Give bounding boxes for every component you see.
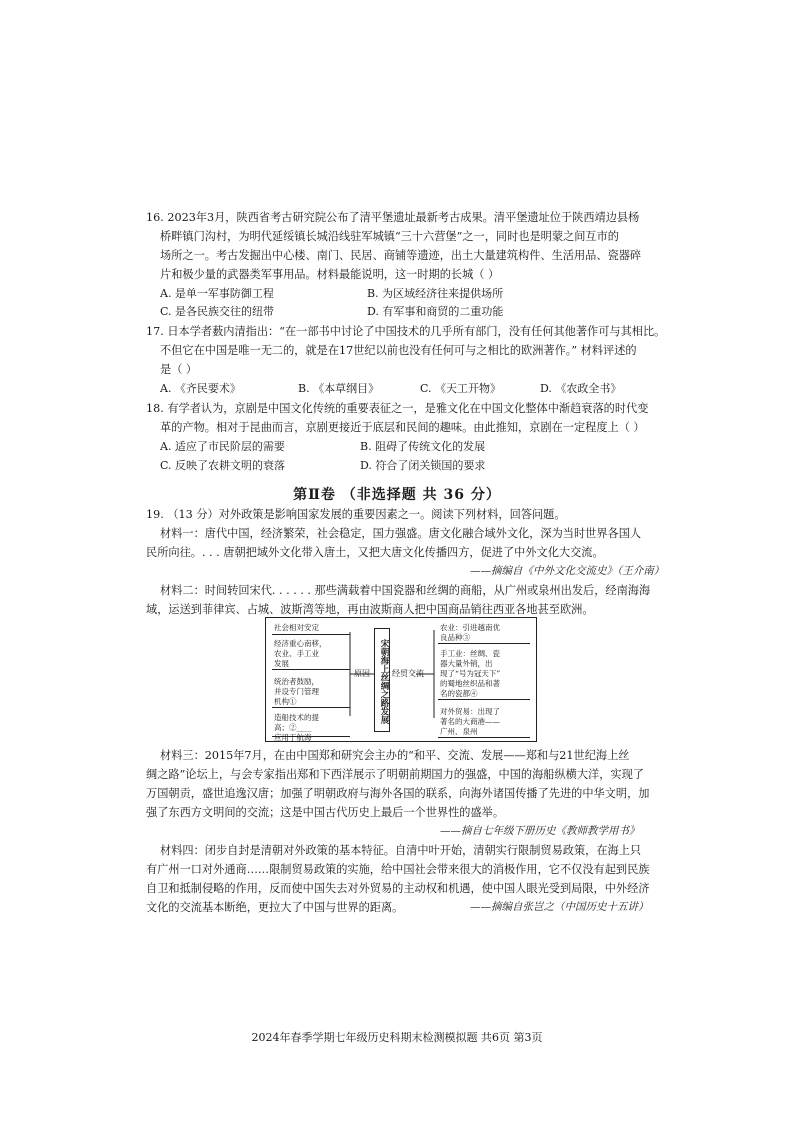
q17-line-2: 不但它在中国是唯一无二的，就是在17世纪以前也没有任何可与之相比的欧洲著作。” 材料评述的 [160, 344, 637, 357]
q19-m4-line-3: 自卫和抵制侵略的作用，反而使中国失去对外贸易的主动权和机遇，使中国人眼光受到局限，中外经济 [146, 882, 650, 895]
silk-road-diagram [265, 617, 537, 742]
q16-line-4: 片和极少量的武器类军事用品。材料最能说明，这一时期的长城（ ） [160, 268, 500, 281]
q17-option-a: A. 《齐民要术》 [160, 382, 241, 395]
q17-option-b: B. 《本草纲目》 [298, 382, 380, 395]
q19-m2-line-2: 域，运送到菲律宾、占城、波斯湾等地，再由波斯商人把中国商品销往西亚各地甚至欧洲。 [146, 603, 594, 616]
q18-option-a: A. 适应了市民阶层的需要 [160, 440, 285, 453]
diagram-left-label: 原因 [354, 669, 370, 678]
q16-option-b: B. 为区域经济往来提供场所 [367, 287, 504, 300]
diagram-right-item-3: 对外贸易：出现了 著名的大商港—— 广州、泉州 [438, 706, 530, 738]
q16-line-3: 场所之一。考古发掘出中心楼、南门、民居、商铺等遗迹，出土大量建筑构件、生活用品、瓷器碎 [160, 249, 642, 262]
q18-option-b: B. 阻碍了传统文化的发展 [360, 440, 486, 453]
q19-m3-line-3: 万国朝贡，盛世追逸汉唐；加强了明朝政府与海外各国的联系，向海外诸国传播了先进的中华文明，加 [146, 787, 650, 800]
q18-line-1: 18. 有学者认为，京剧是中国文化传统的重要表征之一，是雅文化在中国文化整体中渐趋衰落的时代变 [146, 402, 649, 415]
diagram-right-item-2: 手工业：丝绸、瓷 器大量外销，出 现了“号为冠天下” 的蜀地丝织品和著 名的瓷都④ [438, 648, 530, 700]
q16-line-1: 16. 2023年3月，陕西省考古研究院公布了清平堡遗址最新考古成果。清平堡遗址位于陕西靖边县杨 [146, 211, 640, 224]
q16-option-d: D. 有军事和商贸的二重功能 [367, 305, 504, 318]
diagram-left-item-2: 经济重心南移， 农业、手工业 发展 [272, 638, 350, 670]
q16-option-c: C. 是各民族交往的纽带 [160, 305, 275, 318]
q17-option-c: C. 《天工开物》 [420, 382, 502, 395]
page-footer: 2024年春季学期七年级历史科期末检测模拟题 共6页 第3页 [251, 1031, 543, 1044]
diagram-right-item-1: 农业：引进越南优 良品种③ [438, 622, 530, 644]
q19-m4-source: ——摘编自张岂之（中国历史十五讲） [470, 901, 649, 913]
q19-m1-line-1: 材料一：唐代中国，经济繁荣，社会稳定，国力强盛。唐文化融合域外文化，深为当时世界各国人 [160, 527, 642, 540]
section-title: 第Ⅱ卷 （非选择题 共 36 分） [293, 487, 501, 503]
q19-m3-line-1: 材料三：2015年7月，在由中国郑和研究会主办的“和平、交流、发展——郑和与21世纪海上丝 [160, 749, 630, 762]
q16-option-a: A. 是单一军事防御工程 [160, 287, 274, 300]
q19-m4-line-4: 文化的交流基本断绝，更拉大了中国与世界的距离。 [146, 901, 404, 914]
q17-option-d: D. 《农政全书》 [540, 382, 622, 395]
q19-m2-line-1: 材料二：时间转回宋代. . . . . . 那些满载着中国瓷器和丝绸的商船，从广州或泉州出发后，经南海海 [160, 584, 651, 597]
q17-line-1: 17. 日本学者薮内清指出：“在一部书中讨论了中国技术的几乎所有部门，没有任何其他著作可与其相比。 [146, 325, 666, 338]
diagram-left-item-1: 社会相对安定 [272, 622, 350, 635]
q19-m4-line-2: 有广州一口对外通商……限制贸易政策的实施，给中国社会带来很大的消极作用，它不仅没有起到民族 [146, 863, 650, 876]
q19-m1-source: ——摘编自《中外文化交流史》（王介南） [470, 565, 665, 577]
q19-m1-line-2: 民所向往。. . . 唐朝把域外文化带入唐土，又把大唐文化传播四方，促进了中外文化大交流。 [146, 546, 604, 559]
diagram-left-item-4: 造船技术的提 高；②____ 应用于航海 [272, 712, 350, 737]
q18-line-2: 革的产物。相对于昆曲而言，京剧更接近于底层和民间的趣味。由此推知，京剧在一定程度上（ ） [160, 421, 645, 434]
q17-line-3: 是（ ） [160, 363, 198, 376]
q19-m3-source: ——摘自七年级下册历史《教师教学用书》 [440, 825, 640, 837]
q18-option-d: D. 符合了闭关锁国的要求 [360, 459, 486, 472]
q19-m3-line-2: 绸之路”论坛上，与会专家指出郑和下西洋展示了明朝前期国力的强盛，中国的海船纵横大洋，实现了 [146, 768, 644, 781]
diagram-left-item-3: 统治者鼓励， 并设专门管理 机构① [272, 676, 350, 708]
q18-option-c: C. 反映了农耕文明的衰落 [160, 459, 286, 472]
q19-intro: 19. （13 分）对外政策是影响国家发展的重要因素之一。阅读下列材料，回答问题。 [146, 508, 566, 521]
diagram-center-title: 宋朝海上丝绸之路发展 [374, 628, 390, 732]
diagram-right-label: 经贸交流 [392, 669, 424, 678]
q19-m4-line-1: 材料四：闭步自封是清朝对外政策的基本特征。自清中叶开始，清朝实行限制贸易政策，在海上只 [160, 844, 642, 857]
q19-m3-line-4: 强了东西方文明间的交流；这是中国古代历史上最后一个世界性的盛举。 [146, 806, 505, 819]
q16-line-2: 桥畔镇门沟村，为明代延绥镇长城沿线驻军城镇“三十六营堡”之一，同时也是明蒙之间互市的 [160, 230, 619, 243]
